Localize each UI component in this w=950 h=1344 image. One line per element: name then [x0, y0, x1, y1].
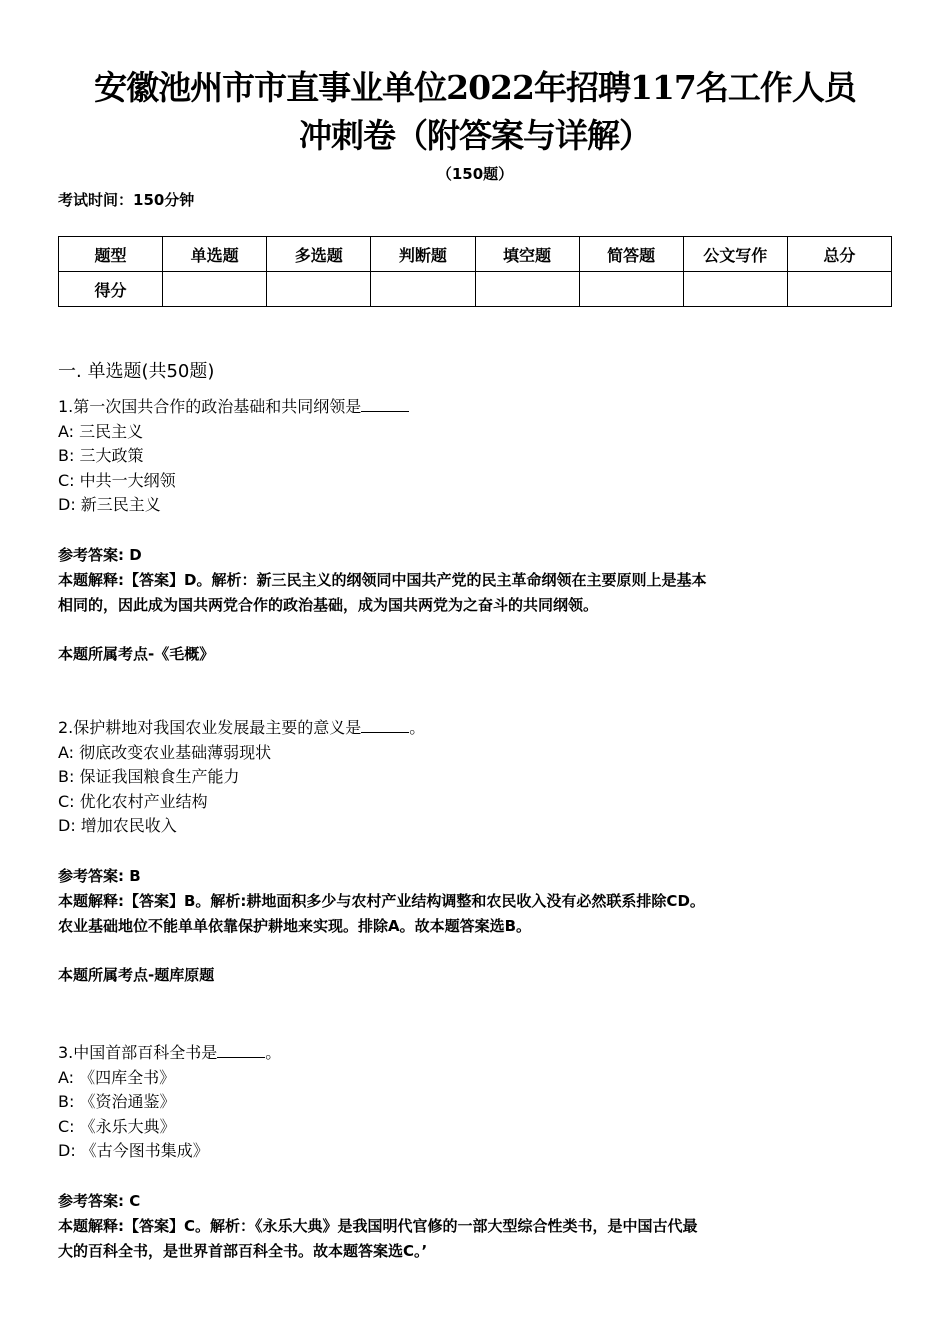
question-stem: [58, 716, 898, 741]
option-c: C: 优化农村产业结构: [58, 791, 208, 811]
question-stem-suffix: 。: [265, 1043, 282, 1062]
option-b: B: 保证我国粮食生产能力: [58, 767, 240, 786]
score-table-header-cell: 公文写作: [683, 237, 787, 272]
score-table-header-cell: 简答题: [579, 237, 683, 272]
document-title-line2: 冲刺卷（附答案与详解）: [299, 116, 651, 155]
answer-blank: [361, 395, 409, 412]
explanation-line1: 本题解释:【答案】C。解析：《永乐大典》是我国明代官修的一部大型综合性类书，是中国古代最: [58, 1216, 698, 1235]
option-c: C: 《永乐大典》: [58, 1116, 176, 1136]
reference-answer: 参考答案: D: [58, 545, 142, 564]
exam-time: 考试时间：150分钟: [58, 191, 195, 209]
score-table: [58, 236, 892, 307]
question-stem-suffix: 。: [409, 718, 426, 737]
option-d: D: 《古今图书集成》: [58, 1141, 209, 1160]
option-d: D: 增加农民收入: [58, 816, 177, 835]
question-1: [58, 395, 898, 667]
answer-blank: [361, 716, 409, 733]
score-cell: [787, 272, 891, 307]
explanation-line1: 本题解释:【答案】B。解析:耕地面积多少与农村产业结构调整和农民收入没有必然联系排除CD。: [58, 891, 705, 910]
question-stem-text: 3.中国首部百科全书是: [58, 1043, 218, 1062]
score-table-score-row: [59, 272, 892, 307]
score-table-header-row: [59, 237, 892, 272]
score-table-header-cell: 判断题: [371, 237, 475, 272]
score-table-header-cell: 单选题: [163, 237, 267, 272]
explanation-line2: 农业基础地位不能单单依靠保护耕地来实现。排除A。故本题答案选B。: [58, 916, 532, 935]
option-a: A: 彻底改变农业基础薄弱现状: [58, 742, 272, 762]
question-stem-text: 1.第一次国共合作的政治基础和共同纲领是: [58, 397, 362, 416]
explanation-line2: 相同的，因此成为国共两党合作的政治基础，成为国共两党为之奋斗的共同纲领。: [58, 595, 599, 614]
question-stem: [58, 1041, 898, 1066]
explanation-line1: 本题解释:【答案】D。解析：新三民主义的纲领同中国共产党的民主革命纲领在主要原则上是基本: [58, 570, 707, 589]
document-title-line1: 安徽池州市市直事业单位2022年招聘117名工作人员: [94, 68, 856, 107]
option-b: B: 《资治通鉴》: [58, 1092, 176, 1111]
score-cell: [579, 272, 683, 307]
explanation-line2: 大的百科全书，是世界首部百科全书。故本题答案选C。’: [58, 1241, 428, 1260]
score-table-header-cell: 题型: [59, 237, 163, 272]
score-cell: [475, 272, 579, 307]
reference-answer: 参考答案: C: [58, 1191, 141, 1210]
question-topic: 本题所属考点-题库原题: [58, 965, 215, 984]
option-a: A: 三民主义: [58, 421, 144, 441]
answer-blank: [217, 1041, 265, 1058]
score-cell: [267, 272, 371, 307]
reference-answer: 参考答案: B: [58, 866, 141, 885]
option-b: B: 三大政策: [58, 446, 144, 465]
option-c: C: 中共一大纲领: [58, 470, 176, 490]
score-table-header-cell: 填空题: [475, 237, 579, 272]
option-d: D: 新三民主义: [58, 495, 161, 514]
question-stem: [58, 395, 898, 420]
question-2: [58, 716, 898, 988]
score-cell: [371, 272, 475, 307]
score-table-header-cell: 总分: [787, 237, 891, 272]
score-table-header-cell: 多选题: [267, 237, 371, 272]
score-cell: [163, 272, 267, 307]
question-count: （150题）: [436, 165, 514, 183]
question-topic: 本题所属考点-《毛概》: [58, 644, 215, 663]
question-3: [58, 1041, 898, 1264]
section-title: 一. 单选题(共50题): [58, 361, 215, 382]
score-cell: [683, 272, 787, 307]
score-row-label: 得分: [59, 272, 163, 307]
option-a: A: 《四库全书》: [58, 1067, 176, 1087]
question-stem-text: 2.保护耕地对我国农业发展最主要的意义是: [58, 718, 362, 737]
